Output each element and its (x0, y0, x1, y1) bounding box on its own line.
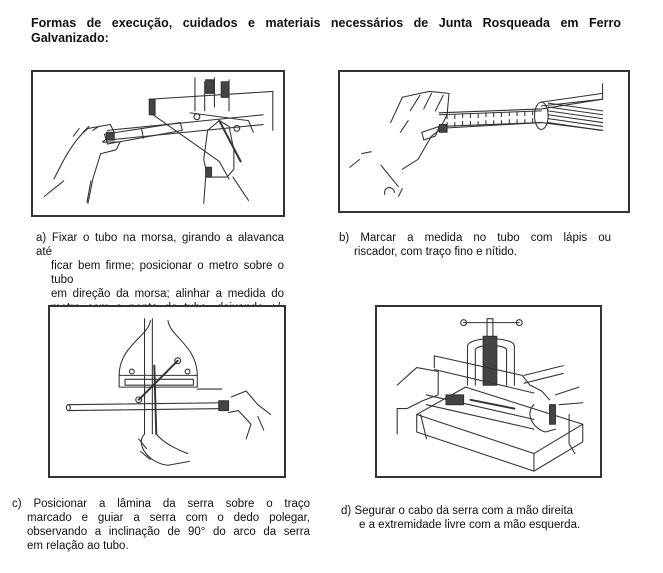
caption-line: e a extremidade livre com a mão esquerda. (359, 519, 581, 531)
step-b-caption (339, 231, 611, 259)
caption-line (36, 231, 284, 259)
caption-text: Posicionar a lâmina da serra sobre o traço (33, 498, 310, 510)
caption-line: ficar bem firme; posicionar o metro sobre o tubo (51, 260, 284, 286)
caption-line: marcado e guiar a serra com o dedo polegar, (27, 512, 310, 524)
hands-sawing-tube-in-vise-illustration (377, 307, 600, 476)
caption-line: observando a inclinação de 90° do arco da serra (27, 526, 310, 538)
step-d-caption (341, 504, 631, 532)
step-letter: c) (12, 498, 22, 510)
figure-c-frame (48, 305, 286, 478)
caption-line (12, 497, 310, 511)
caption-line: em direção da morsa; alinhar a medida do (51, 288, 284, 300)
caption-text: Fixar o tubo na morsa, girando a alavanca até (36, 232, 284, 258)
document-title (31, 16, 621, 46)
caption-line (339, 231, 611, 245)
caption-text: Marcar a medida no tubo com lápis ou (360, 232, 611, 244)
caption-line: em relação ao tubo. (27, 540, 129, 552)
thumb-guiding-saw-blade-illustration (50, 307, 284, 476)
step-letter: d) (341, 505, 352, 517)
step-letter: b) (339, 232, 350, 244)
title-line-2: Galvanizado: (31, 31, 109, 45)
caption-text: Segurar o cabo da serra com a mão direita (354, 505, 574, 517)
caption-line (341, 504, 631, 518)
caption-line: riscador, com traço fino e nítido. (354, 246, 517, 258)
step-c-caption (12, 497, 310, 553)
step-letter: a) (36, 232, 47, 244)
figure-d-frame (375, 305, 602, 478)
figure-a-frame (31, 70, 285, 217)
figure-b-frame (338, 70, 630, 213)
title-line-1: Formas de execução, cuidados e materiais necessários de Junta Rosqueada em Ferro (31, 16, 621, 30)
hands-measuring-tube-in-vise-illustration (33, 72, 283, 215)
hand-marking-tube-with-pencil-illustration (340, 72, 628, 211)
